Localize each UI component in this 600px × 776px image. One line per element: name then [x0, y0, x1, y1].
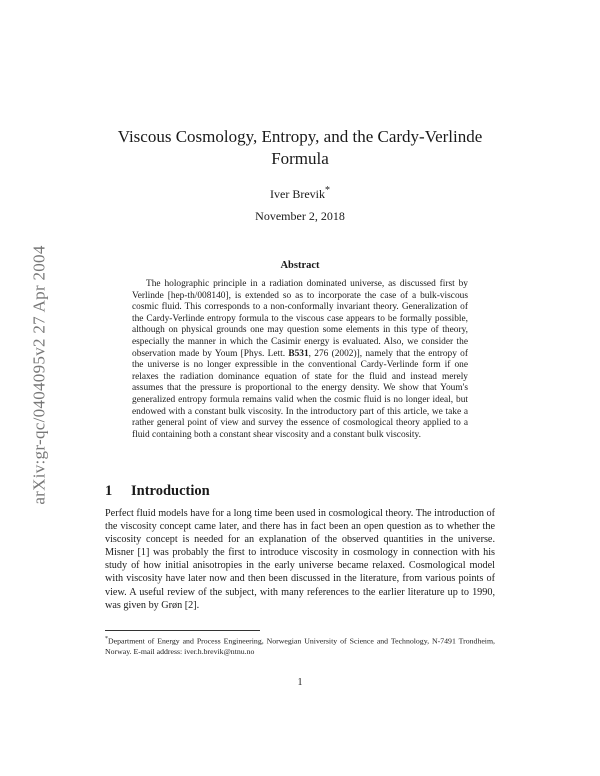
- footnote-mark: *: [105, 636, 108, 642]
- arxiv-identifier-text: arXiv:gr-qc/0404095v2 27 Apr 2004: [30, 245, 49, 505]
- footnote: [105, 634, 495, 657]
- paper-title: Viscous Cosmology, Entropy, and the Cardy-Verlinde Formula: [117, 127, 483, 168]
- section-number: 1: [105, 483, 113, 499]
- abstract-text-part-2: , 276 (2002)], namely that the entropy of the universe is no longer expressible in the conventional Cardy-Verlinde form if one relaxes the radiation dominance equation of state for the fluid and instead merely assumes that the pressure is proportional to the energy density. We show that Youm's generalized entropy formula remains valid when the cosmic fluid is no longer ideal, but endowed with a constant bulk viscosity. In the introductory part of this article, we take a rather general point of view and survey the essence of cosmological theory applied to a fluid containing both a constant shear viscosity and a constant bulk viscosity.: [132, 348, 468, 440]
- paper-date: November 2, 2018: [255, 209, 345, 223]
- arxiv-identifier: [20, 210, 60, 540]
- abstract-text-part-1: The holographic principle in a radiation dominated universe, as discussed first by Verlinde [hep-th/008140], is extended so as to incorporate the case of a bulk-viscous cosmic fluid. This corresponds to a non-conformally invariant theory. Generalization of the Cardy-Verlinde entropy formula to the viscous case appears to be formally possible, although on physical grounds one may question some elements in this type of theory, especially the manner in which the Casimir energy is evaluated. Also, we consider the observation made by Youm [Phys. Lett.: [132, 279, 468, 359]
- section-heading: [105, 483, 485, 500]
- abstract-heading: Abstract: [280, 260, 320, 271]
- section-body: Perfect fluid models have for a long time been used in cosmological theory. The introduction of the viscosity concept came later, and there has in fact been an open question as to whether the viscosity concept is needed for an explanation of the observed quantities in the universe. Misner [1] was probably the first to introduce viscosity in cosmology in connection with his study of how initial anisotropies in the early universe became relaxed. Cosmological model with viscosity have later now and then been discussed in the literature, from various points of view. A useful review of the subject, with many references to the earlier literature up to 1990, was given by Grøn [2].: [105, 508, 495, 611]
- author-name: Iver Brevik: [270, 187, 325, 201]
- abstract-journal-volume: B531: [288, 348, 309, 359]
- page-number: 1: [297, 677, 303, 688]
- footnote-rule: [105, 630, 260, 631]
- abstract-text: [132, 279, 468, 441]
- section-title: Introduction: [131, 483, 210, 499]
- footnote-text: Department of Energy and Process Engineering, Norwegian University of Science and Technology, N-7491 Trondheim, Norway. E-mail address: iver.h.brevik@ntnu.no: [105, 636, 495, 656]
- author: [100, 185, 500, 202]
- author-footnote-mark: *: [324, 185, 330, 196]
